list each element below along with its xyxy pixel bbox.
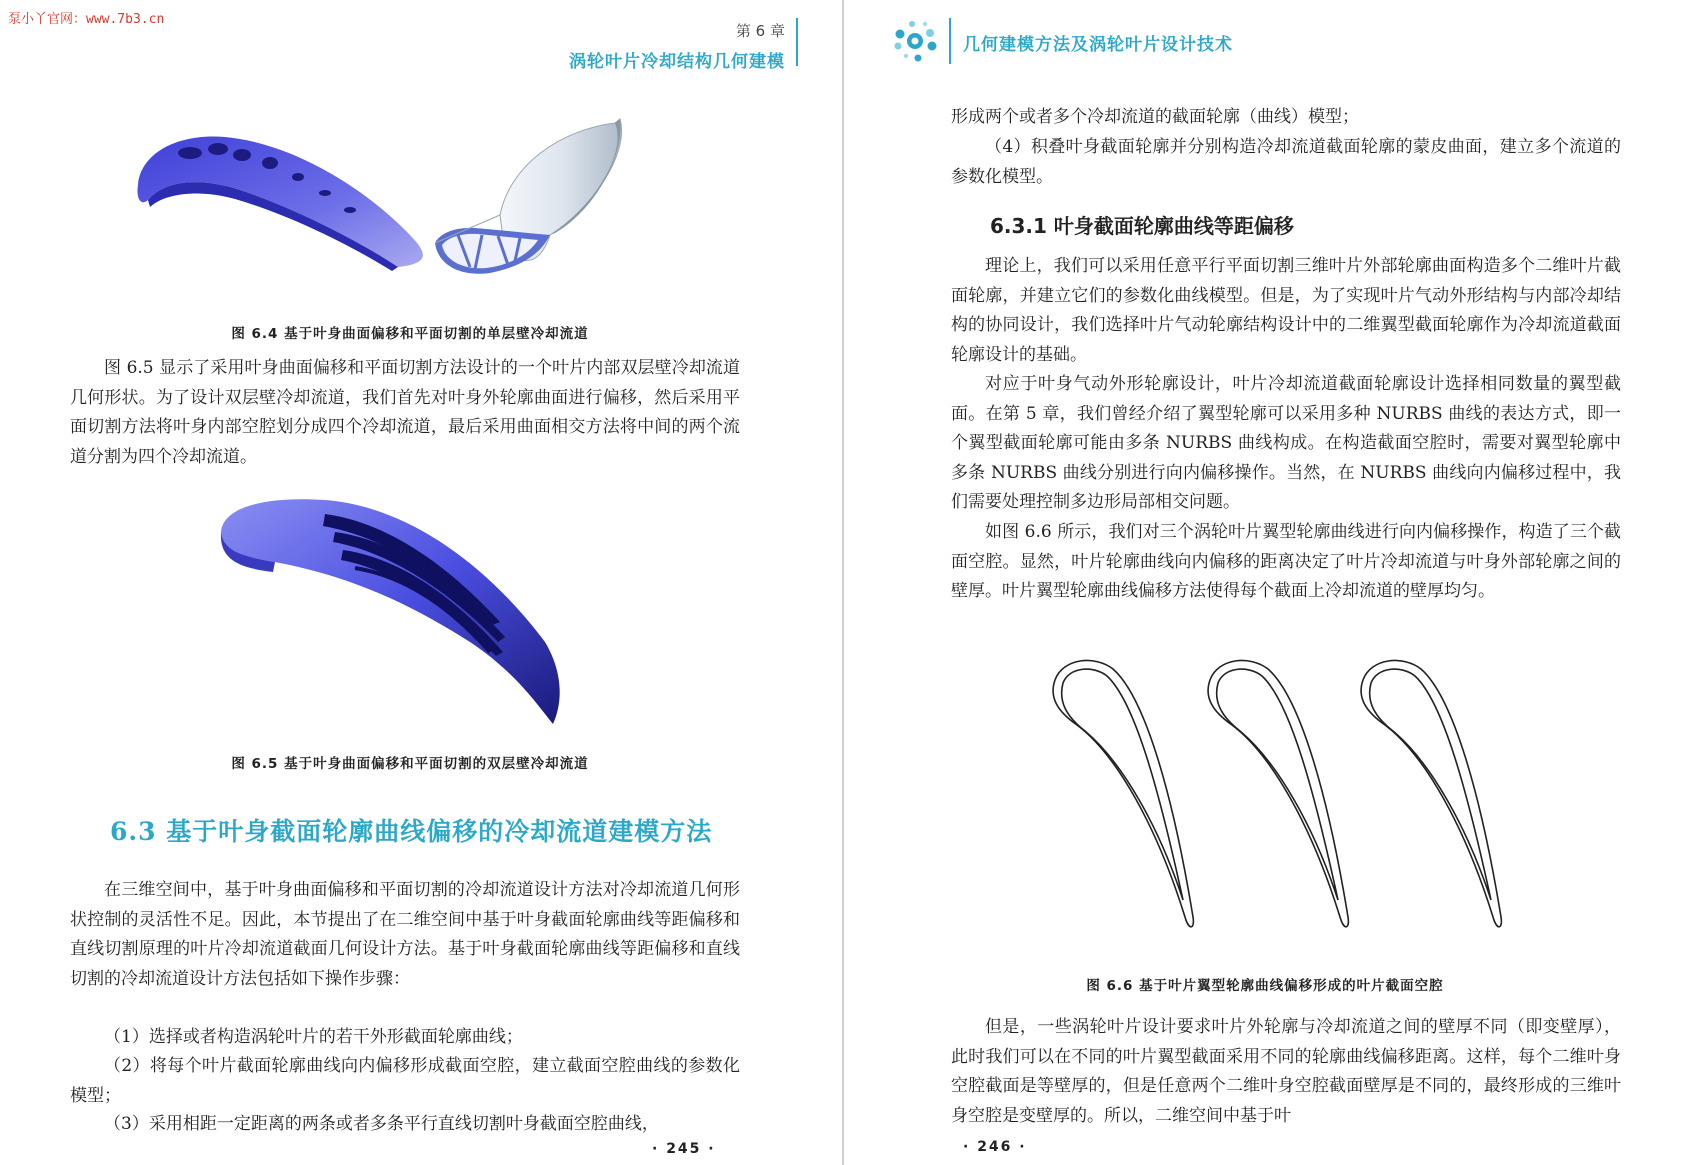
figure-6-4-caption: 图 6.4 基于叶身曲面偏移和平面切割的单层壁冷却流道 xyxy=(231,326,589,342)
header-divider xyxy=(949,18,951,64)
molecule-logo-icon xyxy=(890,18,940,64)
left-step-2: （2）将每个叶片截面轮廓曲线向内偏移形成截面空腔，建立截面空腔曲线的参数化模型； xyxy=(70,1056,740,1106)
figure-6-5-caption: 图 6.5 基于叶身曲面偏移和平面切割的双层壁冷却流道 xyxy=(231,756,589,772)
chapter-label: 第 6 章 xyxy=(735,22,785,40)
subsection-6-3-1-title: 6.3.1 叶身截面轮廓曲线等距偏移 xyxy=(990,214,1294,238)
single-wall-blade-section xyxy=(137,137,422,271)
left-page xyxy=(0,0,840,1165)
left-paragraph-2: 在三维空间中，基于叶身曲面偏移和平面切割的冷却流道设计方法对冷却流道几何形状控制的灵活性不足。因此，本节提出了在二维空间中基于叶身截面轮廓曲线等距偏移和直线切割原理的叶片冷却流道截面几何设计方法。基于叶身截面轮廓曲线等距偏移和直线切割的冷却流道设计方法包括如下操作步骤： xyxy=(70,880,740,989)
section-6-3-title: 6.3 基于叶身截面轮廓曲线偏移的冷却流道建模方法 xyxy=(110,817,713,846)
figure-6-5 xyxy=(215,492,595,732)
right-paragraph-3: 如图 6.6 所示，我们对三个涡轮叶片翼型轮廓曲线进行向内偏移操作，构造了三个截面空腔。显然，叶片轮廓曲线向内偏移的距离决定了叶片冷却流道与叶身外部轮廓之间的壁厚。叶片翼型轮廓曲线偏移方法使得每个截面上冷却流道的壁厚均匀。 xyxy=(951,522,1621,601)
airfoil-cavity-3 xyxy=(1361,660,1501,926)
right-continuation: 形成两个或者多个冷却流道的截面轮廓（曲线）模型； xyxy=(951,107,1359,127)
left-step-1: （1）选择或者构造涡轮叶片的若干外形截面轮廓曲线； xyxy=(104,1027,523,1047)
right-page xyxy=(845,0,1689,1165)
left-step-3: （3）采用相距一定距离的两条或者多条平行直线切割叶身截面空腔曲线， xyxy=(104,1114,659,1134)
double-wall-blade xyxy=(221,499,560,724)
right-paragraph-1: 理论上，我们可以采用任意平行平面切割三维叶片外部轮廓曲面构造多个二维叶片截面轮廓，并建立它们的参数化曲线模型。但是，为了实现叶片气动外形结构与内部冷却结构的协同设计，我们选择叶片气动轮廓结构设计中的二维翼型截面轮廓作为冷却流道截面轮廓设计的基础。 xyxy=(951,256,1621,365)
figure-6-4 xyxy=(130,115,690,290)
single-wall-blade-surface xyxy=(435,119,622,274)
right-page-number: · 246 · xyxy=(963,1139,1027,1155)
airfoil-cavity-2 xyxy=(1208,660,1348,926)
left-paragraph-1: 图 6.5 显示了采用叶身曲面偏移和平面切割方法设计的一个叶片内部双层壁冷却流道几何形状。为了设计双层壁冷却流道，我们首先对叶身外轮廓曲面进行偏移，然后采用平面切割方法将叶身内部空腔划分成四个冷却流道，最后采用曲面相交方法将中间的两个流道分割为四个冷却流道。 xyxy=(70,358,740,467)
left-running-header xyxy=(569,20,785,72)
left-page-number: · 245 · xyxy=(652,1141,716,1157)
header-divider xyxy=(796,18,798,66)
chapter-title: 涡轮叶片冷却结构几何建模 xyxy=(569,52,785,72)
figure-6-6 xyxy=(1045,655,1505,955)
watermark: 泵小丫官网：www.7b3.cn xyxy=(8,12,165,27)
figure-6-6-caption: 图 6.6 基于叶片翼型轮廓曲线偏移形成的叶片截面空腔 xyxy=(1086,978,1444,994)
book-gutter xyxy=(842,0,844,1165)
book-title: 几何建模方法及涡轮叶片设计技术 xyxy=(963,35,1233,55)
right-paragraph-4: 但是，一些涡轮叶片设计要求叶片外轮廓与冷却流道之间的壁厚不同（即变壁厚），此时我们可以在不同的叶片翼型截面采用不同的轮廓曲线偏移距离。这样，每个二维叶身空腔截面是等壁厚的，但是任意两个二维叶身空腔截面壁厚是不同的，最终形成的三维叶身空腔是变壁厚的。所以，二维空间中基于叶 xyxy=(951,1017,1621,1126)
right-step-4: （4）积叠叶身截面轮廓并分别构造冷却流道截面轮廓的蒙皮曲面，建立多个流道的参数化模型。 xyxy=(951,137,1621,187)
right-paragraph-2: 对应于叶身气动外形轮廓设计，叶片冷却流道截面轮廓设计选择相同数量的翼型截面。在第 5 章，我们曾经介绍了翼型轮廓可以采用多种 NURBS 曲线的表达方式，即一个翼型截面轮廓可能由多条 NURBS 曲线构成。在构造截面空腔时，需要对翼型轮廓中多条 NURBS 曲线分别进行向内偏移操作。当然，在 NURBS 曲线向内偏移过程中，我们需要处理控制多边形局部相交问题。 xyxy=(951,374,1621,512)
airfoil-cavity-1 xyxy=(1053,660,1193,926)
